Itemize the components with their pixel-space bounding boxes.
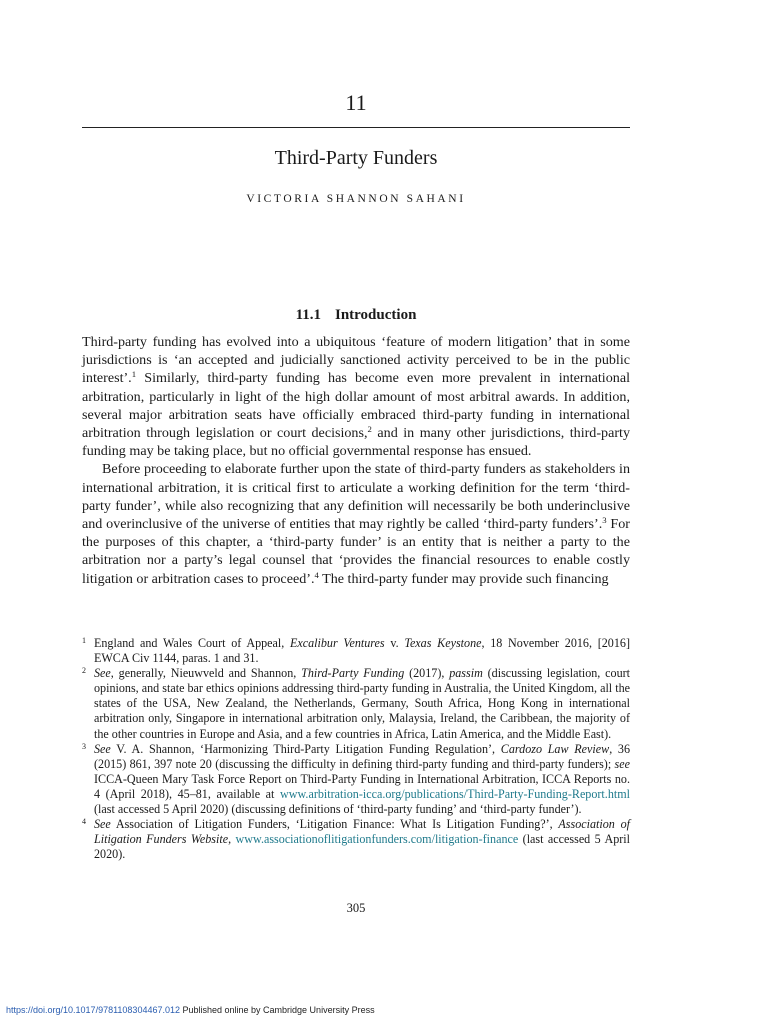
text-run: , generally, Nieuwveld and Shannon, bbox=[110, 666, 302, 681]
text-run: Third-party funding has evolved into a ubiquitous ‘feature of modern litigation’ that in some jurisdictions is ‘an accepted and judicially sanctioned activity perceived to be in the public interest’. bbox=[82, 334, 630, 387]
italic-text: See bbox=[94, 741, 111, 756]
italic-text: See bbox=[94, 666, 111, 681]
chapter-divider bbox=[82, 127, 630, 128]
footnote-number: 3 bbox=[82, 741, 86, 751]
text-run: Similarly, third-party funding has become even more prevalent in international arbitration, particularly in light of the high dollar amount of most arbitral awards. In addition, several major arbitration seats have officially embraced third-party funding in international arbitration through legislation or court decisions, bbox=[82, 370, 630, 442]
footnote-number: 2 bbox=[82, 666, 86, 676]
text-run: , bbox=[228, 832, 236, 847]
text-run: Before proceeding to elaborate further upon the state of third-party funders as stakeholders in international arbitration, it is critical first to articulate a working definition for the term ‘third-party funder’, while also recognizing that any definition will necessarily be both underinclusive and overinclusive of the universe of entities that may rightly be called ‘third-party funders’. bbox=[82, 461, 630, 533]
text-run: (2017), bbox=[404, 666, 450, 681]
text-run: V. A. Shannon, ‘Harmonizing Third-Party Litigation Funding Regulation’, bbox=[110, 741, 501, 756]
footnote bbox=[82, 742, 630, 817]
footnotes bbox=[82, 636, 630, 862]
footnote-number: 4 bbox=[82, 817, 86, 827]
url-link[interactable]: www.associationoflitigationfunders.com/litigation-finance bbox=[235, 832, 519, 847]
doi-footer bbox=[6, 1004, 375, 1016]
italic-text: Cardozo Law Review bbox=[500, 741, 610, 756]
chapter-number: 11 bbox=[345, 90, 367, 115]
text-run: For the purposes of this chapter, a ‘third-party funder’ is an entity that is neither a party to the arbitration nor a party’s legal counsel that ‘provides the financial resources to enable costly litigation or arbitration cases to proceed’. bbox=[82, 516, 630, 587]
section-number: 11.1 bbox=[295, 307, 321, 323]
doi-link[interactable]: https://doi.org/10.1017/9781108304467.012 bbox=[6, 1005, 180, 1015]
footnote bbox=[82, 817, 630, 862]
text-run: Association of Litigation Funders, ‘Litigation Finance: What Is Litigation Funding?’, bbox=[110, 817, 559, 832]
text-run: , 36 (2015) 861, 397 note 20 (discussing the difficulty in defining third-party funding and third-party funders); bbox=[94, 741, 631, 771]
italic-text: Excalibur Ventures bbox=[290, 636, 385, 650]
publisher-note: Published online by Cambridge University Press bbox=[179, 1005, 375, 1015]
text-run: (last accessed 5 April 2020) (discussing definitions of ‘third-party funding’ and ‘third-party funder’). bbox=[94, 802, 582, 817]
body-text bbox=[82, 333, 630, 588]
paragraph bbox=[82, 333, 630, 460]
text-run: England and Wales Court of Appeal, bbox=[94, 636, 290, 650]
chapter-title: Third-Party Funders bbox=[274, 147, 438, 169]
text-run: , 18 November 2016, [2016] EWCA Civ 1144, paras. 1 and 31. bbox=[94, 636, 630, 666]
text-run: and in many other jurisdictions, third-party funding may be taking place, but no official governmental response has ensued. bbox=[82, 425, 630, 460]
url-link[interactable]: www.arbitration-icca.org/publications/Third-Party-Funding-Report.html bbox=[280, 786, 630, 801]
footnote-number: 1 bbox=[82, 636, 86, 645]
chapter-author: VICTORIA SHANNON SAHANI bbox=[246, 193, 466, 205]
text-run: v. bbox=[384, 636, 405, 650]
text-run: (last accessed 5 April 2020). bbox=[94, 832, 631, 862]
italic-text: passim bbox=[449, 666, 483, 681]
section-title: Introduction bbox=[335, 307, 417, 323]
section-heading bbox=[82, 304, 630, 326]
footnote-ref[interactable]: 3 bbox=[602, 515, 607, 526]
text-run: ICCA-Queen Mary Task Force Report on Third-Party Funding in International Arbitration, ICCA Reports no. 4 (April 2018), 45–81, available at bbox=[94, 771, 630, 801]
italic-text: Texas Keystone bbox=[404, 636, 482, 650]
footnote-ref[interactable]: 4 bbox=[314, 569, 319, 580]
page-number: 305 bbox=[346, 901, 366, 915]
text-run: (discussing legislation, court opinions, and state bar ethics opinions addressing third-party funding in Australia, the United Kingdom, all the states of the USA, New Zealand, the Netherlands, Germany, South Africa, Hong Kong in international arbitration only, Singapore in international arbitration only, Malaysia, Ireland, the Caribbean, the majority of the other countries in Europe and Asia, and a few countries in Africa, Latin America, and the Middle East). bbox=[94, 666, 630, 741]
italic-text: see bbox=[614, 756, 630, 771]
paragraph bbox=[82, 460, 630, 587]
footnote-ref[interactable]: 1 bbox=[131, 369, 137, 380]
text-run: The third-party funder may provide such financing bbox=[318, 570, 609, 587]
italic-text: See bbox=[94, 817, 111, 832]
italic-text: Third-Party Funding bbox=[301, 666, 405, 681]
italic-text: Association of Litigation Funders Website bbox=[94, 817, 630, 847]
footnote bbox=[82, 636, 630, 666]
footnote bbox=[82, 666, 630, 741]
footnote-ref[interactable]: 2 bbox=[367, 424, 372, 435]
